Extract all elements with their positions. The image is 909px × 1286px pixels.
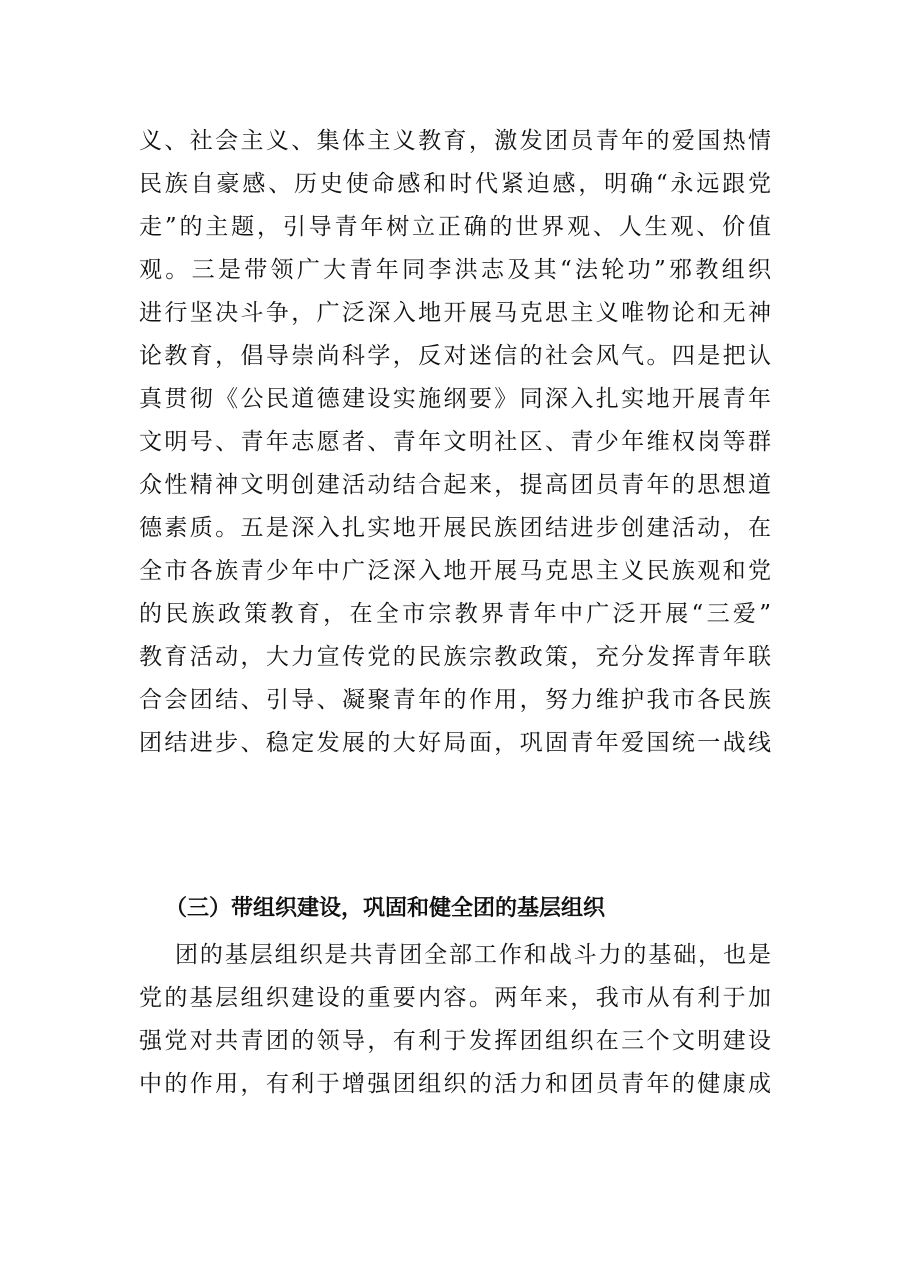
paragraph-1-line-1: 义、社会主义、集体主义教育，激发团员青年的爱国热情 [139, 128, 771, 154]
paragraph-2-line-3: 强党对共青团的领导，有利于发挥团组织在三个文明建设 [139, 1028, 771, 1054]
section-heading: （三）带组织建设，巩固和健全团的基层组织 [165, 896, 606, 921]
paragraph-1-line-11: 全市各族青少年中广泛深入地开展马克思主义民族观和党 [139, 558, 771, 584]
paragraph-1-line-12: 的民族政策教育，在全市宗教界青年中广泛开展“三爱” [139, 601, 771, 627]
paragraph-1-line-4: 观。三是带领广大青年同李洪志及其“法轮功”邪教组织 [139, 257, 771, 283]
paragraph-1-line-3: 走”的主题，引导青年树立正确的世界观、人生观、价值 [139, 214, 771, 240]
paragraph-1-line-5: 进行坚决斗争，广泛深入地开展马克思主义唯物论和无神 [139, 300, 771, 326]
paragraph-1-line-2: 民族自豪感、历史使命感和时代紧迫感，明确“永远跟党 [139, 171, 771, 197]
paragraph-1-line-13: 教育活动，大力宣传党的民族宗教政策，充分发挥青年联 [139, 644, 771, 670]
paragraph-1-line-6: 论教育，倡导崇尚科学，反对迷信的社会风气。四是把认 [139, 343, 771, 369]
paragraph-1-line-14: 合会团结、引导、凝聚青年的作用，努力维护我市各民族 [139, 687, 771, 713]
paragraph-1-line-7: 真贯彻《公民道德建设实施纲要》同深入扎实地开展青年 [139, 386, 771, 412]
paragraph-2-line-4: 中的作用，有利于增强团组织的活力和团员青年的健康成 [139, 1071, 771, 1097]
paragraph-1-line-9: 众性精神文明创建活动结合起来，提高团员青年的思想道 [139, 472, 771, 498]
paragraph-2-line-1: 团的基层组织是共青团全部工作和战斗力的基础，也是 [175, 942, 771, 968]
paragraph-1-line-15: 团结进步、稳定发展的大好局面，巩固青年爱国统一战线 [139, 730, 771, 756]
paragraph-1-line-8: 文明号、青年志愿者、青年文明社区、青少年维权岗等群 [139, 429, 771, 455]
paragraph-1-line-10: 德素质。五是深入扎实地开展民族团结进步创建活动，在 [139, 515, 771, 541]
paragraph-2-line-2: 党的基层组织建设的重要内容。两年来，我市从有利于加 [139, 985, 771, 1011]
